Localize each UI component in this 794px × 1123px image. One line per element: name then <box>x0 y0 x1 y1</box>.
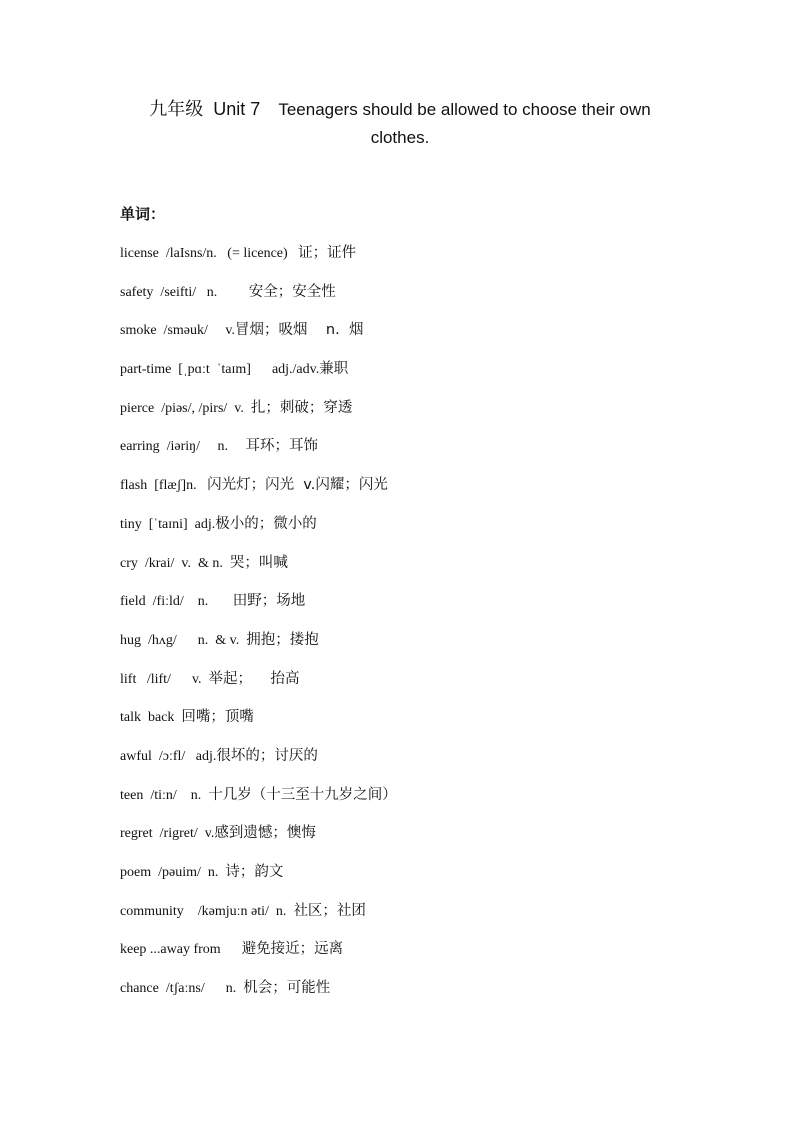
vocab-item <box>120 282 397 321</box>
vocab-item <box>120 630 397 669</box>
vocab-item <box>120 591 397 630</box>
vocab-item <box>120 707 397 746</box>
vocab-item <box>120 398 397 437</box>
vocab-item <box>120 553 397 592</box>
vocab-word: awful /ɔːfl/ adj. <box>120 748 217 764</box>
vocab-meaning: 避免接近；远离 <box>241 941 344 958</box>
vocab-meaning: 举起； 抬高 <box>208 670 300 687</box>
vocab-word: earring /iəriŋ/ n. <box>120 439 246 455</box>
section-label-vocabulary: 单词： <box>120 205 166 223</box>
title-text-line-1: Teenagers should be allowed to choose their own <box>278 100 651 119</box>
vocab-meaning: 证；证件 <box>298 245 357 261</box>
vocab-item <box>120 669 397 708</box>
vocab-word: poem /pəuim/ n. <box>120 865 226 880</box>
vocab-item <box>120 243 397 282</box>
vocab-item <box>120 436 397 475</box>
vocab-item <box>120 475 397 514</box>
vocab-meaning: 极小的；微小的 <box>215 515 317 532</box>
vocab-meaning: 十几岁（十三至十九岁之间） <box>208 786 397 803</box>
title-text-line-2: clothes. <box>370 128 430 147</box>
title-grade: 九年级 <box>149 99 204 120</box>
vocab-meaning: 很坏的；讨厌的 <box>216 747 318 764</box>
vocab-word: hug /hʌg/ n. & v. <box>120 632 247 648</box>
vocab-meaning: 回嘴；顶嘴 <box>181 709 254 726</box>
vocab-word: smoke /sməuk/ v. <box>120 323 235 339</box>
vocab-meaning: 拥抱；搂抱 <box>246 631 319 648</box>
vocab-word: talk back <box>120 710 182 726</box>
vocab-word: pierce /piəs/, /pirs/ v. <box>120 400 251 416</box>
vocab-item <box>120 939 397 978</box>
vocab-word: part-time [ˌpɑːt ˈtaɪm] adj./adv. <box>120 362 320 378</box>
vocab-item <box>120 785 397 824</box>
vocab-word: license /laIsns/n. (= licence) <box>120 246 299 261</box>
vocab-item <box>120 823 397 862</box>
vocab-word: lift /lift/ v. <box>120 671 209 687</box>
vocab-meaning: 冒烟；吸烟 n. 烟 <box>234 322 364 339</box>
vocab-meaning: 社区；社团 <box>293 902 366 919</box>
title-unit: Unit 7 <box>213 99 261 119</box>
vocab-item <box>120 901 397 940</box>
vocab-item <box>120 862 397 901</box>
vocab-item <box>120 978 397 1017</box>
vocab-word: chance /tʃaːns/ n. <box>120 981 244 997</box>
vocab-word: teen /tiːn/ n. <box>120 787 209 803</box>
vocab-item <box>120 746 397 785</box>
vocab-item <box>120 514 397 553</box>
vocab-meaning: 诗；韵文 <box>225 864 284 880</box>
vocab-item <box>120 359 397 398</box>
vocab-meaning: 田野；场地 <box>232 593 306 610</box>
vocab-meaning: 耳环；耳饰 <box>245 438 319 455</box>
vocab-word: flash [flæʃ]n. <box>120 478 208 494</box>
vocabulary-list <box>120 243 397 1017</box>
vocab-item <box>120 320 397 359</box>
vocab-meaning: 机会；可能性 <box>243 980 331 997</box>
vocab-meaning: 安全；安全性 <box>248 283 336 300</box>
vocab-word: safety /seifti/ n. <box>120 284 249 300</box>
vocab-meaning: 兼职 <box>319 361 349 378</box>
vocab-meaning: 感到遗憾；懊悔 <box>214 825 316 842</box>
vocab-word: cry /krai/ v. & n. <box>120 555 230 571</box>
vocab-meaning: 哭；叫喊 <box>229 554 288 571</box>
page-title <box>120 96 680 151</box>
vocab-meaning: 扎；刺破；穿透 <box>250 399 353 416</box>
vocab-word: field /fiːld/ n. <box>120 594 233 610</box>
title-line-1 <box>120 96 680 124</box>
vocab-word: tiny [ˈtaɪni] adj. <box>120 516 216 532</box>
vocab-word: regret /rigret/ v. <box>120 826 215 842</box>
vocab-word: community /kəmjuːn əti/ n. <box>120 903 294 919</box>
vocab-word: keep ...away from <box>120 942 242 958</box>
vocab-meaning: 闪光灯；闪光 v.闪耀；闪光 <box>207 477 388 494</box>
